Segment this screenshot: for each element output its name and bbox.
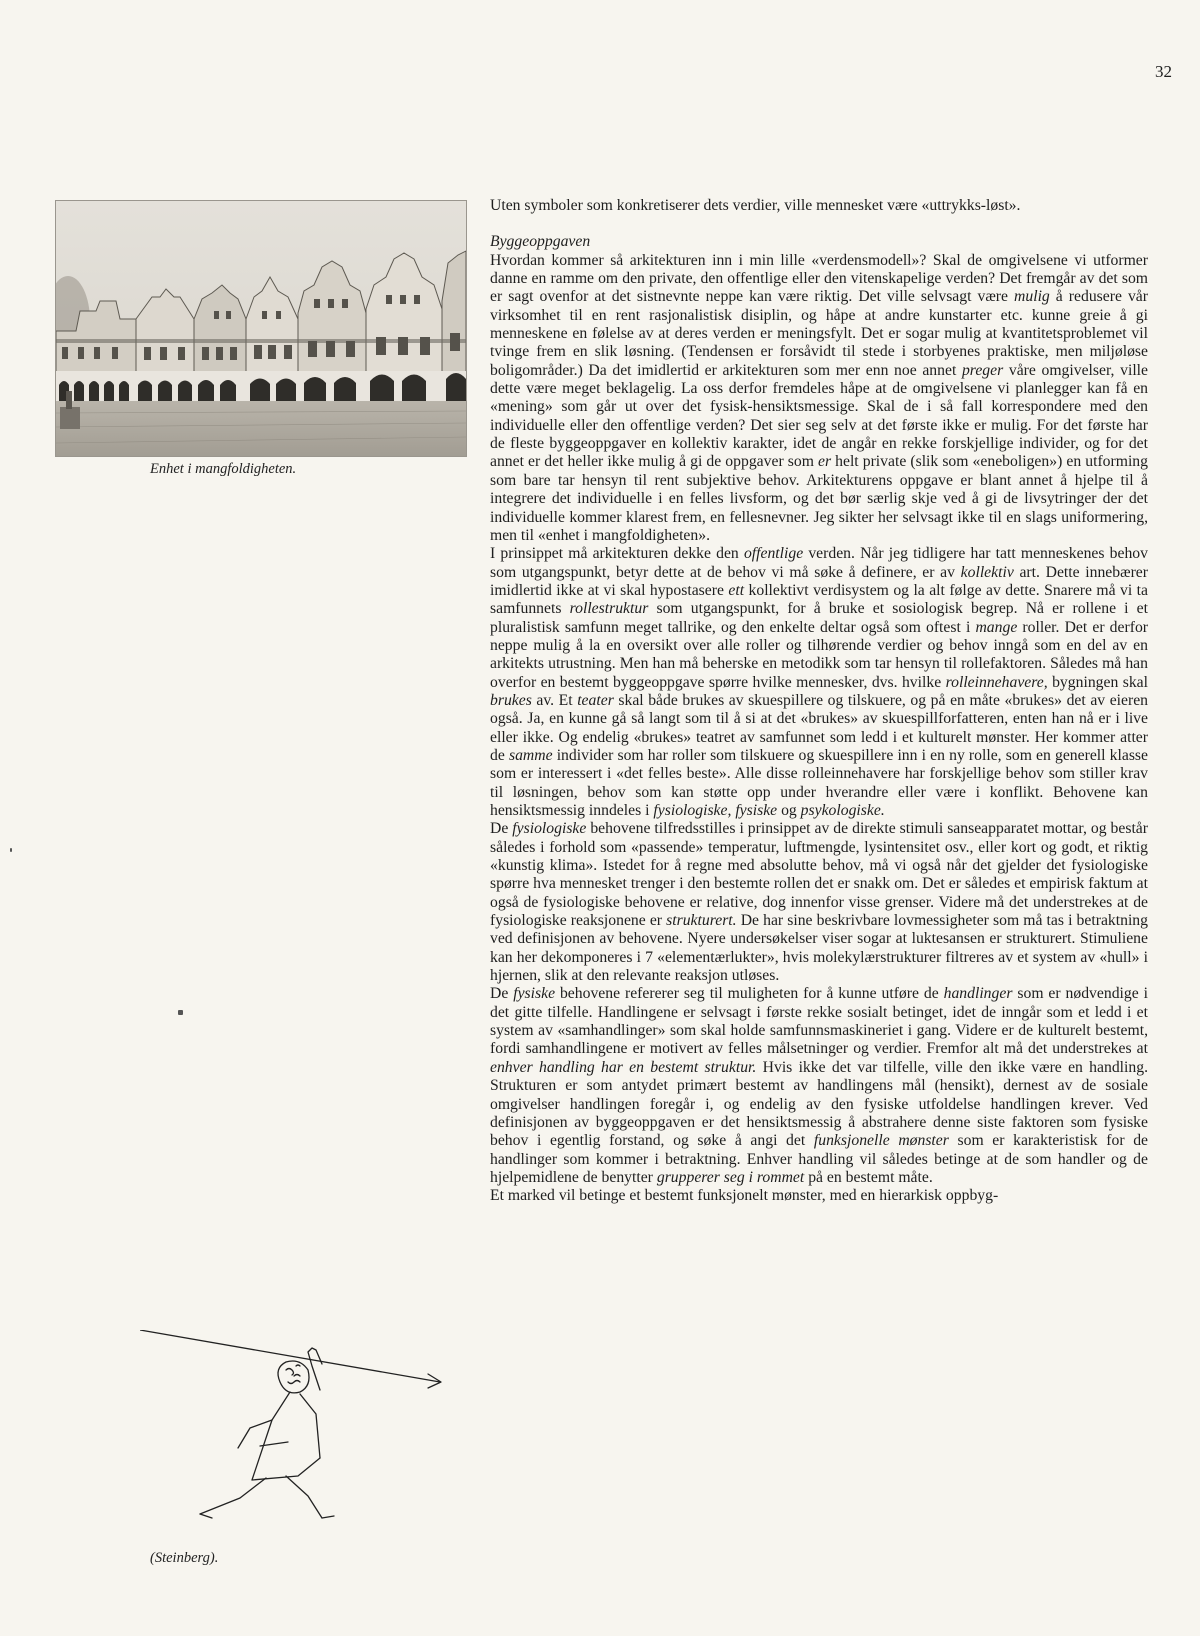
- town-square-photo: [55, 200, 467, 457]
- emphasis: kollektiv: [960, 563, 1014, 581]
- paragraph: I prinsippet må arkitekturen dekke den offentlige verden. Når jeg tidligere har tatt menneskenes behov som utgangspunkt, betyr dette at de behov vi må søke å definere, er av kollektiv art. Dette innebærer imidlertid ikke at vi skal hypostasere ett kollektivt verdisystem og la alt følge av dette. Snarere må vi ta samfunnets rollestruktur som utgangspunkt, for å bruke et sosiologisk begrep. Nå er rollene i et pluralistisk samfunn meget tallrike, og den enkelte deltar også som oftest i mange roller. Det er derfor neppe mulig å la en oversikt over alle roller og tilhørende verdier og behov inngå som en del av en arkitekts utrustning. Men han må beherske en metodikk som tar hensyn til rollefaktoren. Således må han overfor en bestemt byggeoppgave spørre hvilke mennesker, dvs. hvilke rolleinnehavere, bygningen skal brukes av. Et teater skal både brukes av skuespillere og tilskuere, og på en måte «brukes» det av eieren også. Ja, en kunne gå så langt som til å si at det «brukes» av skuespillforfatteren, enten han nå er i live eller ikke. Og endelig «brukes» teatret av samfunnet som ledd i et kulturelt mønster. Her kommer atter de samme individer som har roller som tilskuere og skuespillere inn i en ny rolle, som en generell klasse som er interessert i «det felles beste». Alle disse rolleinnehavere har forskjellige behov som stiller krav til løsningen, behov som kan støtte opp under hverandre eller være i konflikt. Behovene kan hensiktsmessig inndeles i fysiologiske, fysiske og psykologiske.: [490, 545, 1149, 819]
- emphasis: fysiologiske: [512, 820, 587, 838]
- emphasis: er: [817, 453, 832, 471]
- section-heading: Byggeoppgaven: [490, 233, 591, 251]
- emphasis: rolleinnehavere,: [945, 673, 1048, 691]
- paragraph: Hvordan kommer så arkitekturen inn i min lille «verdensmodell»? Skal de omgivelsene vi utformer danne en ramme om den private, den offentlige eller den vitenskapelige verden? Det fremgår av det som er sagt ovenfor at det sistnevnte neppe kan være riktig. Det ville selvsagt være mulig å redusere vår virksomhet til en rent rasjonalistisk disiplin, og håpe at andre kunstarter etc. kunne greie å gi menneskene en følelse av at deres verden er meningsfylt. Det er sogar mulig at kvantitetsproblemet vil tvinge frem en slik løsning. (Tendensen er forsåvidt til stede i storbyenes praktiske, men miljøløse boligområder.) Da det imidlertid er arkitekturen som mer enn noe annet preger våre omgivelser, ville dette være meget beklagelig. La oss derfor fremdeles håpe at de omgivelsene vi planlegger kan få en «mening» som går ut over det fysisk-hensiktsmessige. Skal de i så fall korrespondere med den individuelle eller den offentlige verden? Det sier seg selv at det første ikke er mulig. For det første har de fleste byggeoppgaver en kollektiv karakter, idet de angår en rekke forskjellige individer, og for det annet er det heller ikke mulig å gi de oppgaver som er helt private (slik som «eneboligen») en utforming som bare tar hensyn til rent subjektive behov. Arkitekturens oppgave er blant annet å hjelpe til å integrere det individuelle i en felles livsform, og det bør særlig skje ved å gi de livsytringer der det individuelle kommer klarest frem, en fellesnevner. Jeg sikter her selvsagt ikke til en slags uniformering, men til «enhet i mangfoldigheten».: [490, 251, 1148, 544]
- emphasis: grupperer seg i rommet: [656, 1168, 805, 1186]
- paragraph: De fysiske behovene refererer seg til muligheten for å kunne utføre de handlinger som er nødvendige i det gitte tilfelle. Handlingene er selvsagt i første rekke sosialt betinget, idet de inngår som et ledd i et system av «samhandlinger» som skal holde samfunnsmaskineriet i gang. Videre er de kulturelt bestemt, fordi samhandlingene er motivert av felles målsetninger og verdier. Fremfor alt må det understrekes at enhver handling har en bestemt struktur. Hvis ikke det var tilfelle, ville den ikke være en handling. Strukturen er som antydet primært bestemt av handlingens mål (hensikt), dernest av de sosiale omgivelser handlingen foregår i, og endelig av den fysiske utfoldelse handlingen krever. Ved definisjonen av byggeoppgaven er det hensiktsmessig å abstrahere denne siste faktoren som fysiske behov i egentlig forstand, og søke å angi det funksjonelle mønster som er karakteristisk for de handlinger som kommer i betraktning. Enhver handling vil således betinge at de som handler og de hjelpemidlene de benytter grupperer seg i rommet på en bestemt måte.: [490, 985, 1149, 1186]
- photo-caption: Enhet i mangfoldigheten.: [150, 461, 297, 477]
- emphasis: psykologiske.: [800, 802, 885, 819]
- paragraph-opening: Uten symboler som konkretiserer dets verdier, ville mennesket være «uttrykks-løst».: [490, 197, 1021, 214]
- town-square-illustration: [56, 201, 466, 456]
- body-text: [490, 197, 1148, 1206]
- emphasis: mange: [975, 618, 1018, 636]
- emphasis: samme: [508, 746, 553, 764]
- emphasis: funksjonelle mønster: [813, 1132, 949, 1150]
- emphasis: strukturert.: [666, 912, 737, 930]
- emphasis: preger: [961, 361, 1004, 379]
- paragraph: De fysiologiske behovene tilfredsstilles i prinsippet av de direkte stimuli sanseapparatet mottar, og består således i forhold som «passende» temperatur, luftmengde, lysintensitet osv., eller kort og godt, et riktig «kunstig klima». Istedet for å regne med absolutte behov, må vi også når det gjelder det fysiologiske spørre hva mennesket trenger i den bestemte rollen det er snakk om. Det er således et empirisk faktum at også de fysiologiske behovene er relative, dog innenfor visse grenser. Videre må det understrekes at de fysiologiske reaksjonene er strukturert. De har sine beskrivbare lovmessigheter som må tas i betraktning ved definisjonen av behovene. Nyere undersøkelser viser sogar at luktesansen er strukturert. Stimuliene kan her dekomponeres i 7 «elementærlukter», hvis molekylærstrukturer filtreres av et system av «hull» i hjernen, slik at den relevante reaksjon utløses.: [490, 820, 1148, 985]
- emphasis: enhver handling har en bestemt struktur.: [490, 1058, 757, 1076]
- emphasis: brukes: [490, 691, 532, 709]
- emphasis: rollestruktur: [569, 600, 649, 618]
- paragraph: Et marked vil betinge et bestemt funksjonelt mønster, med en hierarkisk oppbyg-: [490, 1187, 999, 1205]
- emphasis: teater: [577, 691, 614, 709]
- emphasis: handlinger: [943, 985, 1013, 1003]
- emphasis: fysiologiske, fysiske: [653, 802, 778, 819]
- page-number: 32: [1155, 62, 1172, 81]
- scan-speck: [178, 1010, 183, 1015]
- emphasis: mulig: [1014, 288, 1050, 306]
- emphasis: fysiske: [513, 985, 556, 1003]
- emphasis: ett: [728, 581, 745, 599]
- emphasis: offentlige: [743, 545, 804, 563]
- drawing-caption: (Steinberg).: [150, 1550, 219, 1566]
- scan-speck: [10, 848, 12, 852]
- steinberg-drawing: [140, 1330, 470, 1550]
